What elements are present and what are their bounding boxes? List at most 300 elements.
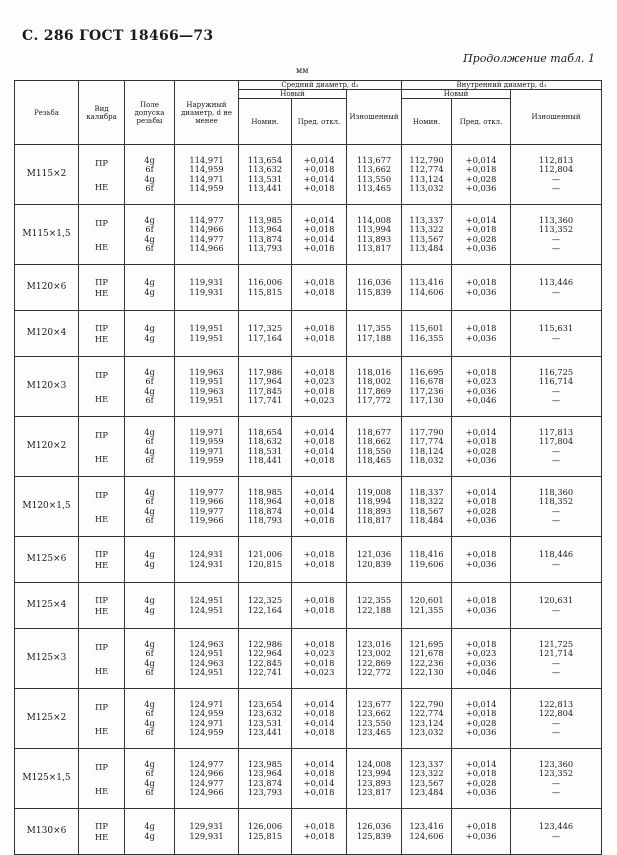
- pitch-deviation-value: +0,018: [303, 332, 335, 343]
- pitch-deviation-value: +0,018: [303, 549, 335, 560]
- tolerance-field-value: 6f: [145, 394, 154, 405]
- pitch-nominal-value: 123,632: [247, 708, 283, 719]
- inner-nominal-value: 122,130: [409, 666, 444, 677]
- pitch-nominal-value: 123,874: [247, 777, 283, 788]
- tolerance-field-value: 4g: [144, 445, 155, 456]
- inner-deviation-value: +0,036: [465, 604, 497, 615]
- pitch-worn-value: 123,550: [356, 717, 392, 728]
- inner-worn-value: 122,804: [538, 708, 574, 719]
- pitch-deviation-value: +0,014: [303, 233, 335, 244]
- inner-worn-value: —: [551, 233, 561, 244]
- outer-diameter-value: 119,963: [189, 366, 224, 377]
- pitch-deviation-value: +0,018: [303, 224, 335, 235]
- pitch-deviation-cell: [292, 809, 347, 855]
- tolerance-field-value: 6f: [145, 786, 154, 797]
- inner-worn-value: 112,813: [538, 154, 574, 165]
- inner-nominal-cell: [402, 205, 452, 265]
- tolerance-field-value: 6f: [145, 768, 154, 779]
- inner-deviation-value: +0,023: [465, 648, 497, 659]
- header-inner-diameter: Внутренний диаметр, d₁: [402, 81, 602, 90]
- header-pitch-deviation: Пред. откл.: [292, 99, 347, 145]
- tolerance-field-value: 4g: [144, 323, 155, 334]
- gauge-type-value: ПР: [95, 276, 108, 287]
- tolerance-field-value: 6f: [145, 708, 154, 719]
- inner-deviation-value: +0,036: [465, 332, 497, 343]
- tolerance-field-value: 4g: [144, 777, 155, 788]
- inner-nominal-value: 117,130: [409, 394, 444, 405]
- tolerance-field-value: 4g: [144, 332, 155, 343]
- outer-diameter-value: 124,951: [189, 595, 224, 606]
- outer-diameter-value: 114,959: [189, 164, 224, 175]
- gauge-type-cell: [79, 265, 125, 311]
- inner-worn-cell: [511, 265, 602, 311]
- outer-diameter-value: 124,971: [189, 717, 224, 728]
- pitch-deviation-value: +0,014: [303, 214, 335, 225]
- outer-diameter-value: 119,966: [189, 496, 224, 507]
- inner-nominal-cell: [402, 311, 452, 357]
- pitch-nominal-value: 113,793: [247, 242, 283, 253]
- pitch-deviation-cell: [292, 311, 347, 357]
- inner-deviation-value: +0,036: [465, 830, 497, 841]
- outer-diameter-cell: [175, 809, 239, 855]
- pitch-deviation-cell: [292, 145, 347, 205]
- inner-nominal-value: 122,790: [409, 698, 444, 709]
- inner-nominal-value: 113,337: [409, 214, 444, 225]
- inner-deviation-value: +0,014: [465, 486, 497, 497]
- gauge-type-value: ПР: [95, 157, 108, 168]
- pitch-nominal-value: 117,986: [247, 366, 283, 377]
- pitch-nominal-value: 122,164: [247, 604, 283, 615]
- gauge-type-value: НЕ: [94, 605, 109, 616]
- gauge-type-cell: [79, 311, 125, 357]
- inner-worn-value: 113,360: [538, 214, 574, 225]
- tolerance-field-value: 4g: [144, 385, 155, 396]
- pitch-deviation-cell: [292, 749, 347, 809]
- pitch-nominal-value: 121,006: [247, 549, 283, 560]
- pitch-nominal-value: 123,793: [247, 786, 283, 797]
- pitch-nominal-value: 116,006: [247, 277, 283, 288]
- pitch-deviation-value: +0,018: [303, 821, 335, 832]
- tolerance-field-value: 4g: [144, 366, 155, 377]
- inner-deviation-value: +0,018: [465, 164, 497, 175]
- inner-deviation-cell: [452, 583, 511, 629]
- gauge-type-cell: [79, 809, 125, 855]
- inner-deviation-value: +0,018: [465, 366, 497, 377]
- pitch-nominal-value: 123,964: [247, 768, 283, 779]
- thread-cell: M115×1,5: [15, 205, 79, 265]
- tolerance-field-cell: [125, 537, 175, 583]
- inner-nominal-value: 113,416: [409, 277, 444, 288]
- pitch-worn-cell: [347, 583, 402, 629]
- pitch-deviation-value: +0,018: [303, 726, 335, 737]
- pitch-nominal-value: 123,985: [247, 758, 283, 769]
- pitch-nominal-value: 113,531: [247, 173, 283, 184]
- table-row: [15, 629, 602, 689]
- inner-deviation-value: +0,018: [465, 768, 497, 779]
- inner-worn-value: —: [551, 726, 561, 737]
- inner-deviation-value: +0,018: [465, 436, 497, 447]
- inner-worn-value: 118,446: [538, 549, 574, 560]
- pitch-deviation-cell: [292, 357, 347, 417]
- continuation-note: Продолжение табл. 1: [463, 52, 595, 65]
- inner-worn-cell: [511, 477, 602, 537]
- outer-diameter-value: 124,951: [189, 604, 224, 615]
- pitch-nominal-value: 123,654: [247, 698, 283, 709]
- tolerance-field-value: 4g: [144, 214, 155, 225]
- pitch-worn-value: 117,772: [356, 394, 392, 405]
- inner-nominal-value: 113,032: [409, 182, 444, 193]
- tolerance-field-value: 6f: [145, 726, 154, 737]
- inner-deviation-value: +0,018: [465, 277, 497, 288]
- gauge-type-value: ПР: [95, 594, 108, 605]
- inner-nominal-cell: [402, 145, 452, 205]
- inner-worn-value: 113,352: [538, 224, 574, 235]
- gauge-type-value: ПР: [95, 761, 108, 772]
- inner-nominal-value: 123,124: [409, 717, 444, 728]
- inner-worn-value: 118,352: [538, 496, 574, 507]
- inner-deviation-value: +0,028: [465, 445, 497, 456]
- outer-diameter-value: 114,966: [189, 242, 224, 253]
- outer-diameter-cell: [175, 311, 239, 357]
- inner-nominal-value: 116,355: [409, 332, 444, 343]
- outer-diameter-value: 124,963: [189, 657, 224, 668]
- inner-nominal-value: 113,124: [409, 173, 444, 184]
- pitch-worn-value: 118,677: [356, 426, 392, 437]
- inner-nominal-value: 119,606: [409, 558, 444, 569]
- pitch-nominal-cell: [239, 205, 292, 265]
- inner-nominal-value: 117,790: [409, 426, 444, 437]
- pitch-deviation-value: +0,014: [303, 173, 335, 184]
- table-row: [15, 689, 602, 749]
- tolerance-field-cell: [125, 809, 175, 855]
- tolerance-field-value: 4g: [144, 277, 155, 288]
- inner-nominal-value: 113,484: [409, 242, 444, 253]
- inner-worn-value: —: [551, 666, 561, 677]
- pitch-worn-cell: [347, 357, 402, 417]
- inner-deviation-value: +0,018: [465, 224, 497, 235]
- pitch-nominal-value: 113,964: [247, 224, 283, 235]
- pitch-deviation-value: +0,014: [303, 445, 335, 456]
- outer-diameter-value: 114,966: [189, 224, 224, 235]
- tolerance-field-value: 4g: [144, 758, 155, 769]
- inner-deviation-cell: [452, 145, 511, 205]
- tolerance-field-value: 4g: [144, 821, 155, 832]
- outer-diameter-value: 119,959: [189, 436, 224, 447]
- header-inner-deviation: Пред. откл.: [452, 99, 511, 145]
- pitch-deviation-cell: [292, 417, 347, 477]
- gauge-type-value: ПР: [95, 641, 108, 652]
- gauge-type-cell: [79, 689, 125, 749]
- pitch-worn-value: 113,994: [356, 224, 392, 235]
- inner-deviation-value: +0,014: [465, 698, 497, 709]
- outer-diameter-cell: [175, 689, 239, 749]
- outer-diameter-value: 119,931: [189, 277, 224, 288]
- pitch-worn-value: 116,036: [356, 277, 392, 288]
- tolerance-field-cell: [125, 205, 175, 265]
- table-row: [15, 265, 602, 311]
- pitch-worn-value: 118,002: [356, 376, 392, 387]
- inner-worn-value: —: [551, 173, 561, 184]
- tolerance-field-value: 4g: [144, 698, 155, 709]
- pitch-worn-value: 123,662: [356, 708, 392, 719]
- inner-worn-value: 117,804: [538, 436, 574, 447]
- inner-worn-value: 123,446: [538, 821, 574, 832]
- pitch-nominal-cell: [239, 749, 292, 809]
- inner-deviation-cell: [452, 537, 511, 583]
- inner-deviation-value: +0,014: [465, 426, 497, 437]
- gauge-type-cell: [79, 583, 125, 629]
- pitch-deviation-value: +0,023: [303, 376, 335, 387]
- inner-nominal-value: 123,322: [409, 768, 444, 779]
- tolerance-field-value: 6f: [145, 376, 154, 387]
- tolerance-field-value: 6f: [145, 164, 154, 175]
- inner-worn-value: 115,631: [538, 323, 574, 334]
- inner-deviation-value: +0,036: [465, 454, 497, 465]
- pitch-deviation-value: +0,018: [303, 638, 335, 649]
- inner-worn-value: 117,813: [538, 426, 574, 437]
- inner-worn-value: —: [551, 717, 561, 728]
- pitch-deviation-cell: [292, 629, 347, 689]
- inner-nominal-value: 118,337: [409, 486, 444, 497]
- gauge-type-value: ПР: [95, 322, 108, 333]
- pitch-worn-value: 118,662: [356, 436, 392, 447]
- gauge-type-value: НЕ: [94, 287, 109, 298]
- tolerance-field-cell: [125, 145, 175, 205]
- inner-worn-value: —: [551, 514, 561, 525]
- thread-cell: M125×2: [15, 689, 79, 749]
- inner-nominal-value: 117,774: [409, 436, 444, 447]
- inner-nominal-value: 123,337: [409, 758, 444, 769]
- inner-worn-value: —: [551, 182, 561, 193]
- pitch-worn-value: 123,817: [356, 786, 392, 797]
- inner-worn-value: 112,804: [538, 164, 574, 175]
- inner-worn-value: —: [551, 454, 561, 465]
- inner-worn-value: —: [551, 604, 561, 615]
- table-row: [15, 477, 602, 537]
- pitch-deviation-value: +0,018: [303, 708, 335, 719]
- outer-diameter-cell: [175, 477, 239, 537]
- inner-nominal-value: 114,606: [409, 286, 444, 297]
- header-tolerance-field: Поле допуска резьбы: [125, 81, 175, 145]
- gauge-type-value: НЕ: [94, 785, 109, 796]
- pitch-deviation-cell: [292, 265, 347, 311]
- gauge-type-value: ПР: [95, 217, 108, 228]
- tolerance-field-cell: [125, 417, 175, 477]
- thread-cell: M125×1,5: [15, 749, 79, 809]
- inner-nominal-value: 113,567: [409, 233, 444, 244]
- pitch-worn-cell: [347, 477, 402, 537]
- pitch-worn-cell: [347, 205, 402, 265]
- pitch-nominal-value: 118,441: [247, 454, 283, 465]
- pitch-worn-value: 122,772: [356, 666, 392, 677]
- inner-deviation-value: +0,028: [465, 173, 497, 184]
- inner-worn-value: —: [551, 558, 561, 569]
- inner-nominal-cell: [402, 583, 452, 629]
- pitch-nominal-cell: [239, 809, 292, 855]
- inner-deviation-value: +0,018: [465, 595, 497, 606]
- thread-cell: M125×3: [15, 629, 79, 689]
- inner-deviation-cell: [452, 205, 511, 265]
- header-thread: Резьба: [15, 81, 79, 145]
- inner-worn-value: —: [551, 242, 561, 253]
- pitch-deviation-value: +0,014: [303, 154, 335, 165]
- pitch-nominal-cell: [239, 265, 292, 311]
- inner-worn-value: —: [551, 505, 561, 516]
- pitch-deviation-value: +0,018: [303, 604, 335, 615]
- inner-nominal-value: 121,678: [409, 648, 444, 659]
- pitch-nominal-value: 123,531: [247, 717, 283, 728]
- pitch-nominal-cell: [239, 537, 292, 583]
- tolerance-field-value: 4g: [144, 426, 155, 437]
- pitch-worn-cell: [347, 417, 402, 477]
- outer-diameter-value: 124,977: [189, 777, 224, 788]
- outer-diameter-value: 129,931: [189, 830, 224, 841]
- pitch-worn-value: 122,355: [356, 595, 392, 606]
- pitch-nominal-value: 117,325: [247, 323, 283, 334]
- inner-nominal-cell: [402, 417, 452, 477]
- gauge-type-cell: [79, 357, 125, 417]
- pitch-nominal-value: 118,964: [247, 496, 283, 507]
- pitch-deviation-value: +0,018: [303, 514, 335, 525]
- pitch-worn-value: 120,839: [356, 558, 392, 569]
- inner-nominal-value: 118,484: [409, 514, 444, 525]
- inner-worn-cell: [511, 809, 602, 855]
- inner-deviation-cell: [452, 357, 511, 417]
- inner-worn-value: —: [551, 830, 561, 841]
- tolerance-field-value: 4g: [144, 638, 155, 649]
- outer-diameter-value: 119,931: [189, 286, 224, 297]
- inner-nominal-value: 116,695: [409, 366, 444, 377]
- outer-diameter-value: 114,959: [189, 182, 224, 193]
- pitch-nominal-cell: [239, 145, 292, 205]
- gauge-type-value: НЕ: [94, 333, 109, 344]
- pitch-worn-value: 122,869: [356, 657, 392, 668]
- inner-deviation-value: +0,018: [465, 549, 497, 560]
- inner-nominal-value: 118,567: [409, 505, 444, 516]
- outer-diameter-cell: [175, 357, 239, 417]
- header-pitch-diameter: Средний диаметр, d₂: [239, 81, 402, 90]
- gauge-type-value: ПР: [95, 701, 108, 712]
- outer-diameter-value: 124,977: [189, 758, 224, 769]
- pitch-deviation-value: +0,023: [303, 648, 335, 659]
- inner-worn-cell: [511, 145, 602, 205]
- inner-deviation-value: +0,036: [465, 514, 497, 525]
- inner-deviation-value: +0,018: [465, 638, 497, 649]
- pitch-deviation-value: +0,018: [303, 558, 335, 569]
- tolerance-field-value: 4g: [144, 604, 155, 615]
- pitch-worn-value: 123,893: [356, 777, 392, 788]
- inner-worn-cell: [511, 417, 602, 477]
- inner-worn-value: —: [551, 394, 561, 405]
- inner-nominal-value: 113,322: [409, 224, 444, 235]
- table-row: [15, 749, 602, 809]
- pitch-deviation-value: +0,018: [303, 786, 335, 797]
- pitch-deviation-value: +0,014: [303, 717, 335, 728]
- tolerance-field-value: 4g: [144, 505, 155, 516]
- inner-worn-cell: [511, 629, 602, 689]
- thread-cell: M130×6: [15, 809, 79, 855]
- pitch-deviation-value: +0,018: [303, 286, 335, 297]
- header-pitch-worn: Изношенный: [347, 90, 402, 145]
- header-inner-new: Новый: [402, 90, 511, 99]
- pitch-nominal-cell: [239, 311, 292, 357]
- outer-diameter-value: 119,963: [189, 385, 224, 396]
- table-row: [15, 205, 602, 265]
- tolerance-field-value: 4g: [144, 558, 155, 569]
- inner-worn-value: —: [551, 385, 561, 396]
- outer-diameter-value: 124,931: [189, 549, 224, 560]
- outer-diameter-value: 119,977: [189, 505, 224, 516]
- table-row: [15, 537, 602, 583]
- header-inner-worn: Изношенный: [511, 90, 602, 145]
- pitch-nominal-value: 117,964: [247, 376, 283, 387]
- pitch-nominal-value: 118,793: [247, 514, 283, 525]
- pitch-worn-cell: [347, 265, 402, 311]
- inner-nominal-cell: [402, 809, 452, 855]
- outer-diameter-value: 114,971: [189, 173, 224, 184]
- pitch-nominal-value: 113,874: [247, 233, 283, 244]
- inner-nominal-value: 115,601: [409, 323, 444, 334]
- tolerance-field-value: 6f: [145, 436, 154, 447]
- page-header: С. 286 ГОСТ 18466—73: [22, 28, 214, 44]
- inner-deviation-value: +0,036: [465, 558, 497, 569]
- tolerance-field-value: 4g: [144, 549, 155, 560]
- pitch-worn-value: 126,036: [356, 821, 392, 832]
- pitch-worn-value: 123,994: [356, 768, 392, 779]
- gauge-type-cell: [79, 749, 125, 809]
- outer-diameter-cell: [175, 749, 239, 809]
- inner-worn-value: —: [551, 445, 561, 456]
- inner-worn-value: 120,631: [538, 595, 574, 606]
- outer-diameter-value: 119,971: [189, 426, 224, 437]
- pitch-worn-value: 113,662: [356, 164, 392, 175]
- outer-diameter-cell: [175, 537, 239, 583]
- inner-worn-value: —: [551, 332, 561, 343]
- pitch-worn-value: 115,839: [356, 286, 392, 297]
- tolerance-field-value: 6f: [145, 514, 154, 525]
- pitch-deviation-value: +0,018: [303, 768, 335, 779]
- pitch-deviation-value: +0,018: [303, 323, 335, 334]
- outer-diameter-value: 129,931: [189, 821, 224, 832]
- header-inner-nominal: Номин.: [402, 99, 452, 145]
- tolerance-field-cell: [125, 583, 175, 629]
- inner-nominal-value: 116,678: [409, 376, 444, 387]
- inner-nominal-value: 117,236: [409, 385, 444, 396]
- inner-nominal-value: 123,416: [409, 821, 444, 832]
- gauge-type-value: ПР: [95, 548, 108, 559]
- pitch-nominal-value: 123,441: [247, 726, 283, 737]
- tolerance-field-value: 6f: [145, 454, 154, 465]
- inner-deviation-value: +0,036: [465, 786, 497, 797]
- inner-deviation-value: +0,014: [465, 154, 497, 165]
- pitch-nominal-value: 118,654: [247, 426, 283, 437]
- inner-nominal-cell: [402, 689, 452, 749]
- pitch-nominal-value: 122,845: [247, 657, 283, 668]
- inner-deviation-value: +0,018: [465, 821, 497, 832]
- tolerance-field-value: 4g: [144, 657, 155, 668]
- pitch-deviation-value: +0,014: [303, 505, 335, 516]
- outer-diameter-value: 114,977: [189, 233, 224, 244]
- inner-worn-cell: [511, 583, 602, 629]
- gauge-type-value: НЕ: [94, 725, 109, 736]
- pitch-worn-value: 123,677: [356, 698, 392, 709]
- thread-cell: M120×2: [15, 417, 79, 477]
- gauge-type-value: НЕ: [94, 181, 109, 192]
- pitch-worn-value: 113,893: [356, 233, 392, 244]
- pitch-nominal-cell: [239, 689, 292, 749]
- inner-deviation-value: +0,018: [465, 496, 497, 507]
- outer-diameter-value: 124,959: [189, 708, 224, 719]
